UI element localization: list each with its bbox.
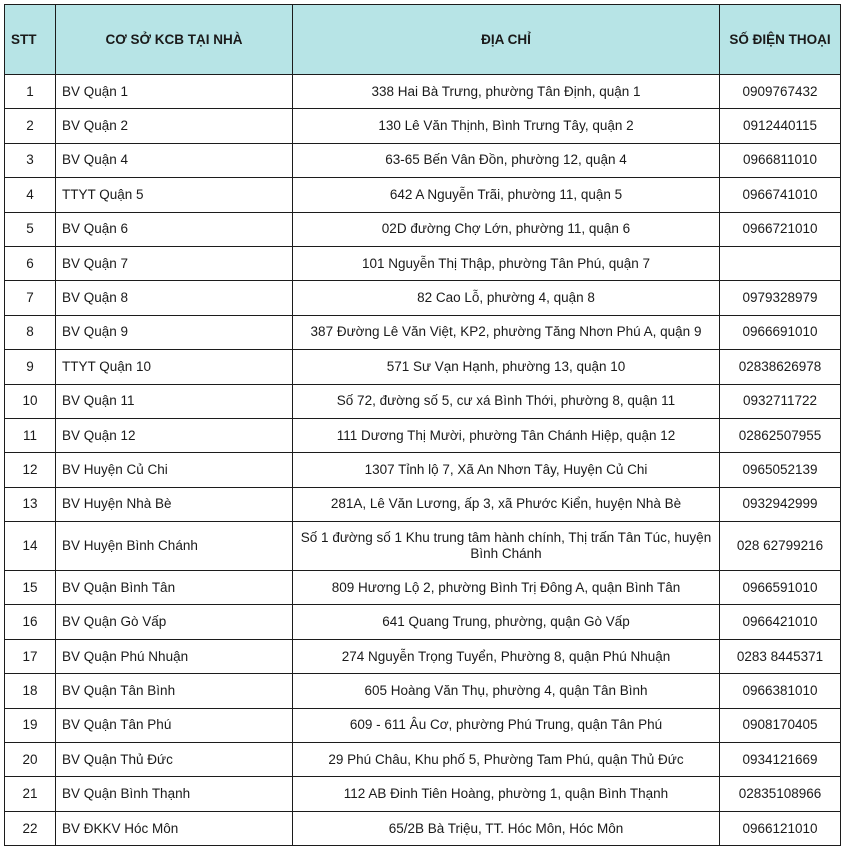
cell-stt: 7 bbox=[5, 281, 56, 315]
table-row bbox=[5, 708, 841, 742]
cell-facility: BV Quận 11 bbox=[56, 384, 293, 418]
cell-stt: 15 bbox=[5, 571, 56, 605]
cell-facility: BV Quận 2 bbox=[56, 109, 293, 143]
cell-stt: 16 bbox=[5, 605, 56, 639]
table-row bbox=[5, 384, 841, 418]
cell-phone: 0908170405 bbox=[720, 708, 841, 742]
cell-stt: 6 bbox=[5, 246, 56, 280]
cell-facility: TTYT Quận 10 bbox=[56, 350, 293, 384]
cell-stt: 21 bbox=[5, 777, 56, 811]
header-phone: SỐ ĐIỆN THOẠI bbox=[720, 5, 841, 75]
cell-address: 609 - 611 Âu Cơ, phường Phú Trung, quận Tân Phú bbox=[293, 708, 720, 742]
cell-stt: 10 bbox=[5, 384, 56, 418]
table-row bbox=[5, 178, 841, 212]
cell-stt: 8 bbox=[5, 315, 56, 349]
cell-address: Số 1 đường số 1 Khu trung tâm hành chính, Thị trấn Tân Túc, huyện Bình Chánh bbox=[293, 522, 720, 571]
facility-table bbox=[4, 4, 841, 846]
cell-facility: BV Quận 6 bbox=[56, 212, 293, 246]
cell-facility: BV Quận 4 bbox=[56, 143, 293, 177]
cell-facility: BV Quận 8 bbox=[56, 281, 293, 315]
table-row bbox=[5, 522, 841, 571]
cell-address: 82 Cao Lỗ, phường 4, quận 8 bbox=[293, 281, 720, 315]
cell-facility: BV Huyện Bình Chánh bbox=[56, 522, 293, 571]
table-row bbox=[5, 281, 841, 315]
table-row bbox=[5, 246, 841, 280]
cell-phone: 0966811010 bbox=[720, 143, 841, 177]
cell-stt: 11 bbox=[5, 418, 56, 452]
cell-phone: 0966121010 bbox=[720, 811, 841, 845]
cell-phone: 0966421010 bbox=[720, 605, 841, 639]
cell-stt: 18 bbox=[5, 674, 56, 708]
cell-phone: 0966591010 bbox=[720, 571, 841, 605]
cell-address: 605 Hoàng Văn Thụ, phường 4, quận Tân Bình bbox=[293, 674, 720, 708]
cell-address: 63-65 Bến Vân Đồn, phường 12, quận 4 bbox=[293, 143, 720, 177]
cell-phone: 0909767432 bbox=[720, 75, 841, 109]
cell-facility: BV Quận Thủ Đức bbox=[56, 743, 293, 777]
cell-facility: BV ĐKKV Hóc Môn bbox=[56, 811, 293, 845]
cell-address: 274 Nguyễn Trọng Tuyển, Phường 8, quận Phú Nhuận bbox=[293, 639, 720, 673]
cell-facility: BV Quận Bình Tân bbox=[56, 571, 293, 605]
cell-stt: 17 bbox=[5, 639, 56, 673]
cell-phone: 0966691010 bbox=[720, 315, 841, 349]
cell-facility: BV Quận 12 bbox=[56, 418, 293, 452]
cell-address: 281A, Lê Văn Lương, ấp 3, xã Phước Kiển, huyện Nhà Bè bbox=[293, 487, 720, 521]
table-row bbox=[5, 605, 841, 639]
cell-facility: BV Quận 7 bbox=[56, 246, 293, 280]
cell-address: 112 AB Đinh Tiên Hoàng, phường 1, quận Bình Thạnh bbox=[293, 777, 720, 811]
header-stt: STT bbox=[5, 5, 56, 75]
cell-stt: 19 bbox=[5, 708, 56, 742]
cell-address: 809 Hương Lộ 2, phường Bình Trị Đông A, quận Bình Tân bbox=[293, 571, 720, 605]
cell-phone: 02862507955 bbox=[720, 418, 841, 452]
cell-facility: BV Quận Tân Phú bbox=[56, 708, 293, 742]
table-row bbox=[5, 487, 841, 521]
table-row bbox=[5, 315, 841, 349]
table-row bbox=[5, 743, 841, 777]
table-row bbox=[5, 418, 841, 452]
cell-address: 641 Quang Trung, phường, quận Gò Vấp bbox=[293, 605, 720, 639]
table-row bbox=[5, 109, 841, 143]
table-row bbox=[5, 212, 841, 246]
cell-address: 1307 Tỉnh lộ 7, Xã An Nhơn Tây, Huyện Củ Chi bbox=[293, 453, 720, 487]
header-row bbox=[5, 5, 841, 75]
cell-stt: 14 bbox=[5, 522, 56, 571]
cell-address: 02D đường Chợ Lớn, phường 11, quận 6 bbox=[293, 212, 720, 246]
cell-facility: BV Quận Gò Vấp bbox=[56, 605, 293, 639]
cell-facility: BV Quận 9 bbox=[56, 315, 293, 349]
cell-stt: 3 bbox=[5, 143, 56, 177]
cell-phone bbox=[720, 246, 841, 280]
cell-stt: 4 bbox=[5, 178, 56, 212]
cell-address: 338 Hai Bà Trưng, phường Tân Định, quận 1 bbox=[293, 75, 720, 109]
cell-stt: 5 bbox=[5, 212, 56, 246]
cell-phone: 0912440115 bbox=[720, 109, 841, 143]
table-row bbox=[5, 453, 841, 487]
cell-facility: BV Huyện Nhà Bè bbox=[56, 487, 293, 521]
table-row bbox=[5, 350, 841, 384]
cell-stt: 22 bbox=[5, 811, 56, 845]
cell-address: 111 Dương Thị Mười, phường Tân Chánh Hiệp, quận 12 bbox=[293, 418, 720, 452]
cell-address: 387 Đường Lê Văn Việt, KP2, phường Tăng Nhơn Phú A, quận 9 bbox=[293, 315, 720, 349]
cell-address: 571 Sư Vạn Hạnh, phường 13, quận 10 bbox=[293, 350, 720, 384]
cell-phone: 02838626978 bbox=[720, 350, 841, 384]
header-facility: CƠ SỞ KCB TẠI NHÀ bbox=[56, 5, 293, 75]
table-body bbox=[5, 75, 841, 846]
cell-stt: 20 bbox=[5, 743, 56, 777]
table-row bbox=[5, 811, 841, 845]
cell-stt: 2 bbox=[5, 109, 56, 143]
cell-phone: 0966741010 bbox=[720, 178, 841, 212]
table-header bbox=[5, 5, 841, 75]
header-address: ĐỊA CHỈ bbox=[293, 5, 720, 75]
cell-facility: TTYT Quận 5 bbox=[56, 178, 293, 212]
cell-facility: BV Quận 1 bbox=[56, 75, 293, 109]
cell-stt: 12 bbox=[5, 453, 56, 487]
cell-stt: 1 bbox=[5, 75, 56, 109]
table-row bbox=[5, 777, 841, 811]
cell-address: 29 Phú Châu, Khu phố 5, Phường Tam Phú, quận Thủ Đức bbox=[293, 743, 720, 777]
cell-phone: 02835108966 bbox=[720, 777, 841, 811]
table-row bbox=[5, 75, 841, 109]
table-row bbox=[5, 639, 841, 673]
cell-phone: 0965052139 bbox=[720, 453, 841, 487]
cell-address: 65/2B Bà Triệu, TT. Hóc Môn, Hóc Môn bbox=[293, 811, 720, 845]
cell-stt: 13 bbox=[5, 487, 56, 521]
cell-phone: 0966721010 bbox=[720, 212, 841, 246]
cell-facility: BV Quận Tân Bình bbox=[56, 674, 293, 708]
cell-address: 130 Lê Văn Thịnh, Bình Trưng Tây, quận 2 bbox=[293, 109, 720, 143]
cell-address: Số 72, đường số 5, cư xá Bình Thới, phường 8, quận 11 bbox=[293, 384, 720, 418]
cell-phone: 028 62799216 bbox=[720, 522, 841, 571]
cell-facility: BV Quận Phú Nhuận bbox=[56, 639, 293, 673]
table-row bbox=[5, 143, 841, 177]
cell-phone: 0932711722 bbox=[720, 384, 841, 418]
cell-phone: 0934121669 bbox=[720, 743, 841, 777]
cell-facility: BV Huyện Củ Chi bbox=[56, 453, 293, 487]
cell-facility: BV Quận Bình Thạnh bbox=[56, 777, 293, 811]
cell-stt: 9 bbox=[5, 350, 56, 384]
table-row bbox=[5, 674, 841, 708]
cell-phone: 0979328979 bbox=[720, 281, 841, 315]
cell-address: 642 A Nguyễn Trãi, phường 11, quận 5 bbox=[293, 178, 720, 212]
table-row bbox=[5, 571, 841, 605]
cell-address: 101 Nguyễn Thị Thập, phường Tân Phú, quận 7 bbox=[293, 246, 720, 280]
cell-phone: 0966381010 bbox=[720, 674, 841, 708]
cell-phone: 0932942999 bbox=[720, 487, 841, 521]
cell-phone: 0283 8445371 bbox=[720, 639, 841, 673]
